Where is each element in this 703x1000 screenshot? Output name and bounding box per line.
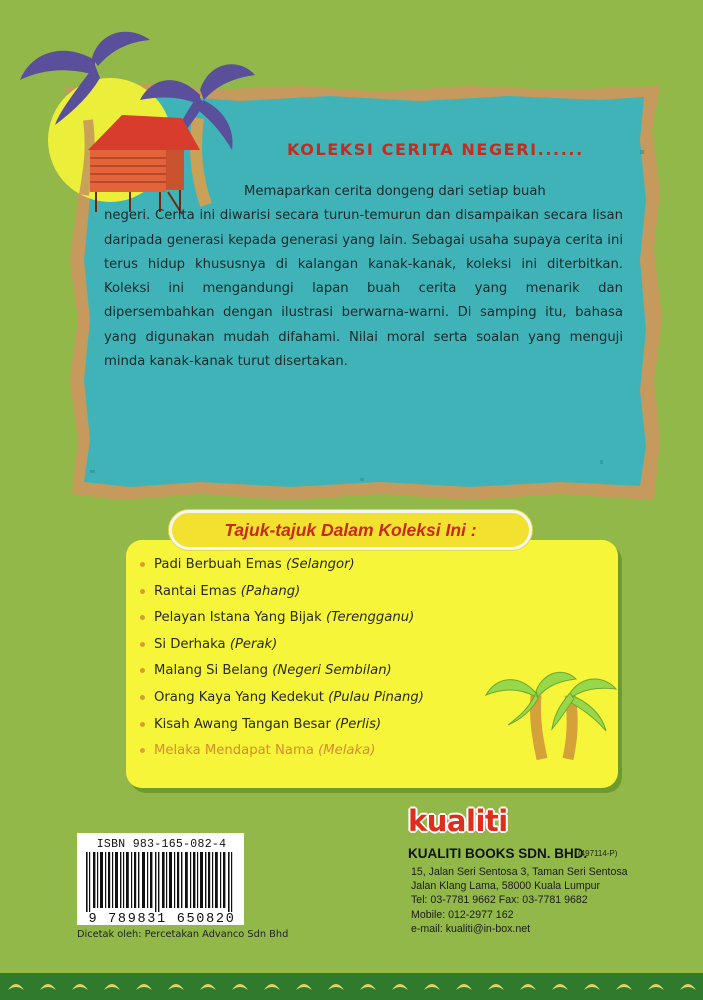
list-item xyxy=(140,742,424,769)
story-state: (Pahang) xyxy=(240,583,301,599)
story-title: Malang Si Belang xyxy=(154,663,268,679)
intro-paragraph-rest: negeri. Cerita ini diwarisi secara turun-temurun dan disampaikan secara lisan daripada generasi kepada generasi yang lain. Sebagai usaha supaya cerita ini terus hidup khususnya di kalangan kanak-kanak, koleksi ini diterbitkan. Koleksi ini mengandungi lapan buah cerita yang menarik dan dipersembahkan dengan ilustrasi berwarna-warni. Di samping itu, bahasa yang digunakan mudah difahami. Nilai moral serta soalan yang menguji minda kanak-kanak turut disertakan. xyxy=(104,208,623,370)
publisher-name: KUALITI BOOKS SDN. BHD. xyxy=(408,846,588,861)
story-title: Pelayan Istana Yang Bijak xyxy=(154,610,322,626)
palm-trees-icon xyxy=(478,655,628,765)
story-title: Kisah Awang Tangan Besar xyxy=(154,716,331,732)
list-item xyxy=(140,583,424,610)
story-state: (Terengganu) xyxy=(325,610,415,626)
publisher-address xyxy=(411,865,628,936)
list-item xyxy=(140,662,424,689)
intro-paragraph-first-line: Memaparkan cerita dongeng dari setiap buah xyxy=(244,184,546,199)
story-state: (Perlis) xyxy=(335,716,382,732)
list-item xyxy=(140,556,424,583)
barcode-digits: 9 789831 650820 xyxy=(88,912,236,927)
list-item xyxy=(140,689,424,716)
decorative-border xyxy=(0,968,703,1000)
address-line: Mobile: 012-2977 162 xyxy=(411,908,514,921)
intro-title: KOLEKSI CERITA NEGERI...... xyxy=(287,140,584,159)
story-title: Rantai Emas xyxy=(154,583,237,599)
story-title: Padi Berbuah Emas xyxy=(154,557,282,572)
address-line: 15, Jalan Seri Sentosa 3, Taman Seri Sentosa xyxy=(411,866,628,878)
address-line: e-mail: kualiti@in-box.net xyxy=(411,922,531,935)
story-title: Melaka Mendapat Nama xyxy=(154,743,314,759)
title-list xyxy=(140,556,424,769)
story-state: (Selangor) xyxy=(285,557,355,572)
publisher-registration: (497114-P) xyxy=(578,849,618,858)
intro-paragraph xyxy=(104,180,623,374)
story-title: Orang Kaya Yang Kedekut xyxy=(154,689,324,705)
address-line: Jalan Klang Lama, 58000 Kuala Lumpur xyxy=(411,880,601,893)
title-list-header: Tajuk-tajuk Dalam Koleksi Ini : xyxy=(224,520,477,540)
publisher-logo: kualiti xyxy=(408,804,508,838)
isbn-label: ISBN 983-165-082-4 xyxy=(96,838,227,851)
story-state: (Pulau Pinang) xyxy=(328,689,424,705)
story-state: (Melaka) xyxy=(318,743,376,759)
story-title: Si Derhaka xyxy=(154,636,226,652)
list-item xyxy=(140,636,424,663)
printer-credit: Dicetak oleh: Percetakan Advanco Sdn Bhd xyxy=(77,929,289,940)
list-item xyxy=(140,609,424,636)
list-item xyxy=(140,716,424,743)
address-line: Tel: 03-7781 9662 Fax: 03-7781 9682 xyxy=(411,894,588,907)
barcode-icon xyxy=(84,852,239,912)
story-state: (Perak) xyxy=(229,636,278,652)
story-state: (Negeri Sembilan) xyxy=(272,663,392,679)
